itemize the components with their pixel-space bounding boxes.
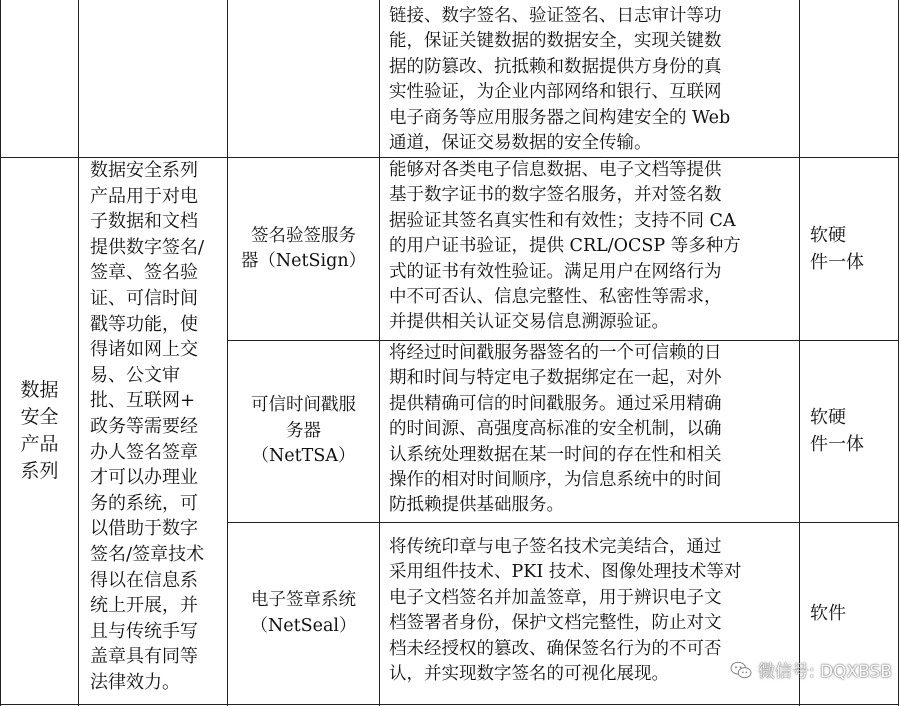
product-desc-netsign xyxy=(389,158,794,336)
text-line: 将传统印章与电子签名技术完美结合，通过 xyxy=(389,537,722,557)
text-line: 件一体 xyxy=(810,434,864,455)
text-line: 链接、数字签名、验证签名、日志审计等功 xyxy=(389,6,722,26)
column-divider-1 xyxy=(78,0,79,706)
top-row-description xyxy=(389,4,794,156)
text-line: 办人签名签章 xyxy=(90,441,198,463)
product-form-netseal xyxy=(810,600,896,627)
text-line: 政务等需要经 xyxy=(90,415,198,437)
text-line: 产品 xyxy=(20,433,59,455)
text-line: 批、互联网+ xyxy=(90,390,196,412)
category-cell xyxy=(1,158,78,704)
product-form-netsign xyxy=(810,222,896,276)
text-line: 盖章具有同等 xyxy=(90,646,198,668)
text-line: 签章、签名验 xyxy=(90,262,198,284)
series-description xyxy=(90,158,225,695)
text-line: 实性验证，为企业内部网络和银行、互联网 xyxy=(389,82,722,103)
text-line: 认，并实现数字签名的可视化展现。 xyxy=(389,664,669,685)
text-line: 件一体 xyxy=(810,252,864,273)
text-line: 子数据和文档 xyxy=(90,211,198,233)
text-line: 务器 xyxy=(286,420,321,441)
text-line: 产品用于对电 xyxy=(90,185,198,207)
text-line: 期和时间与特定电子数据绑定在一起，对外 xyxy=(389,368,722,389)
text-line: 式的证书有效性验证。满足用户在网络行为 xyxy=(389,261,722,282)
text-line: 才可以办理业 xyxy=(90,467,198,489)
text-line: 戳等功能，使 xyxy=(90,313,198,335)
text-line: 软硬 xyxy=(810,407,846,428)
watermark-text: 微信号: DQXBSB xyxy=(757,662,892,682)
text-line: 并提供相关认证交易信息溯源验证。 xyxy=(389,312,669,333)
text-line: 中不可否认、信息完整性、私密性等需求， xyxy=(389,287,722,308)
product-name-nettsa xyxy=(228,341,379,522)
watermark xyxy=(730,657,892,682)
text-line: 采用组件技术、PKI 技术、图像处理技术等对 xyxy=(389,562,742,583)
product-name-netseal xyxy=(228,523,379,704)
column-divider-3 xyxy=(379,0,380,706)
text-line: 数据安全系列 xyxy=(90,160,198,181)
text-line: 电子签章系统 xyxy=(251,590,356,611)
wechat-icon xyxy=(730,660,752,680)
column-divider-4 xyxy=(799,0,800,706)
text-line: 务的系统，可 xyxy=(90,492,198,514)
text-line: 的用户证书验证，提供 CRL/OCSP 等多种方 xyxy=(389,236,741,257)
text-line: 据验证其签名真实性和有效性；支持不同 CA xyxy=(389,210,736,231)
text-line: 证、可信时间 xyxy=(90,287,198,309)
text-line: 防抵赖提供基础服务。 xyxy=(389,495,564,516)
text-line: 安全 xyxy=(20,406,59,428)
text-line: 操作的相对时间顺序，为信息系统中的时间 xyxy=(389,470,722,491)
category-label xyxy=(20,377,58,485)
text-line: 档未经授权的篡改、确保签名行为的不可否 xyxy=(389,638,722,659)
table-border-bottom xyxy=(0,704,899,705)
text-line: 得诸如网上交 xyxy=(90,339,198,361)
text-line: 签名/签章技术 xyxy=(90,543,205,565)
text-line: 器（NetSign） xyxy=(240,251,367,271)
product-name-netsign xyxy=(228,158,379,340)
table-border-right xyxy=(898,0,899,706)
text-line: 的时间源、高强度高标准的安全机制，以确 xyxy=(389,419,722,440)
text-line: 法律效力。 xyxy=(90,671,180,693)
product-desc-nettsa xyxy=(389,341,794,519)
text-line: 能，保证关键数据的数据安全，实现关键数 xyxy=(389,31,722,52)
text-line: 提供数字签名/ xyxy=(90,236,205,258)
text-line: 电子商务等应用服务器之间构建安全的 Web xyxy=(389,107,731,128)
product-form-nettsa xyxy=(810,404,896,458)
text-line: 档签署者身份，保护文档完整性，防止对文 xyxy=(389,613,722,634)
text-line: 基于数字证书的数字签名服务，并对签名数 xyxy=(389,185,722,206)
text-line: 软硬 xyxy=(810,225,846,246)
text-line: 且与传统手写 xyxy=(90,620,198,642)
text-line: （NetSeal） xyxy=(250,615,357,636)
text-line: 通道，保证交易数据的安全传输。 xyxy=(389,133,652,154)
text-line: 统上开展，并 xyxy=(90,595,198,617)
text-line: 得以在信息系 xyxy=(90,569,198,591)
text-line: 将经过时间戳服务器签名的一个可信赖的日 xyxy=(389,343,722,363)
text-line: 能够对各类电子信息数据、电子文档等提供 xyxy=(389,160,722,180)
text-line: 据的防篡改、抗抵赖和数据提供方身份的真 xyxy=(389,56,722,77)
text-line: 数据 xyxy=(20,379,59,401)
text-line: 电子文档签名并加盖签章，用于辨识电子文 xyxy=(389,587,722,608)
text-line: 可信时间戳服 xyxy=(251,395,356,416)
text-line: 易、公文审 xyxy=(90,364,180,386)
text-line: 认系统处理数据在某一时间的存在性和相关 xyxy=(389,444,722,465)
text-line: 签名验签服务 xyxy=(251,225,356,246)
text-line: 软件 xyxy=(810,603,846,624)
text-line: 系列 xyxy=(20,460,59,482)
text-line: （NetTSA） xyxy=(251,446,356,467)
text-line: 提供精确可信的时间戳服务。通过采用精确 xyxy=(389,393,722,414)
text-line: 以借助于数字 xyxy=(90,518,198,540)
